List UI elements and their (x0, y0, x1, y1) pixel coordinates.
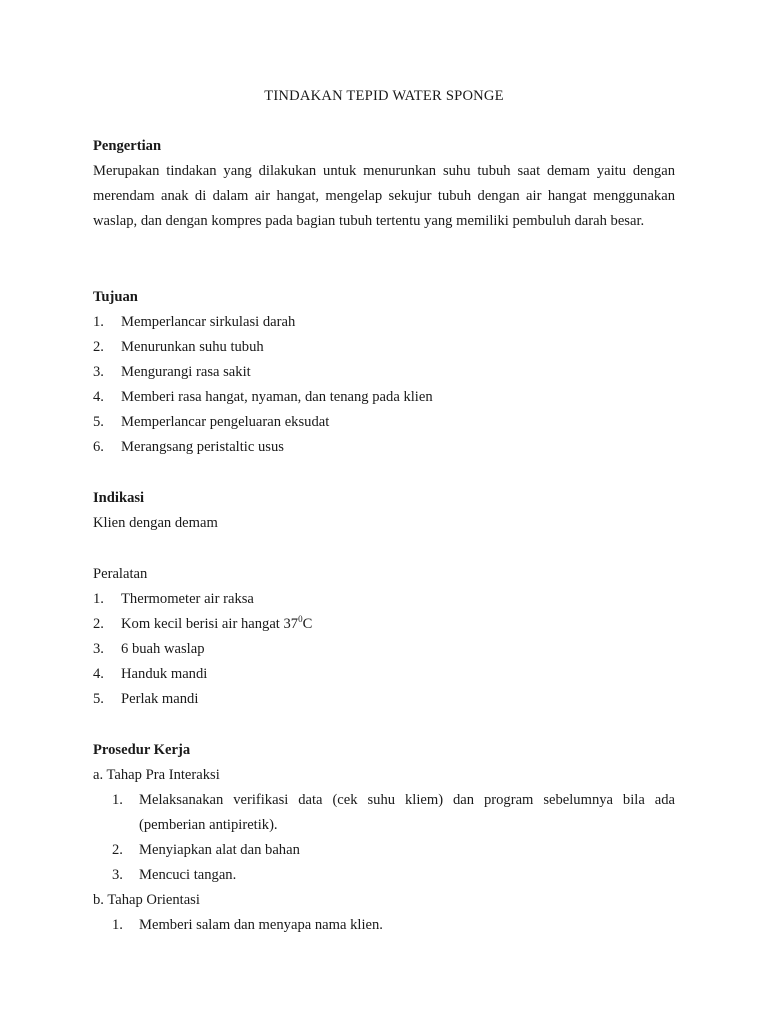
section-pengertian (93, 134, 675, 234)
section-peralatan (93, 562, 675, 712)
stage-a-list (93, 788, 675, 888)
list-item: 3. Mengurangi rasa sakit (93, 364, 251, 380)
list-item: 4. Handuk mandi (93, 666, 208, 682)
section-prosedur (93, 738, 675, 938)
heading-prosedur: Prosedur Kerja (93, 742, 191, 758)
heading-indikasi: Indikasi (93, 490, 145, 506)
list-item: 2. Menyiapkan alat dan bahan (112, 842, 300, 858)
list-item: 5. Memperlancar pengeluaran eksudat (93, 414, 330, 430)
list-item: 4. Memberi rasa hangat, nyaman, dan tenang pada klien (93, 389, 433, 405)
list-item: 1. Thermometer air raksa (93, 591, 254, 607)
tujuan-list (93, 310, 675, 460)
list-item: 2. Menurunkan suhu tubuh (93, 339, 264, 355)
stage-b-list (93, 913, 675, 938)
list-item: 1. Memberi salam dan menyapa nama klien. (112, 917, 383, 933)
list-item: 3. 6 buah waslap (93, 641, 205, 657)
list-item: 5. Perlak mandi (93, 691, 199, 707)
section-tujuan (93, 285, 675, 460)
document-title: TINDAKAN TEPID WATER SPONGE (264, 88, 504, 104)
indikasi-text: Klien dengan demam (93, 515, 218, 531)
pengertian-text: Merupakan tindakan yang dilakukan untuk menurunkan suhu tubuh saat demam yaitu dengan merendam anak di dalam air hangat, mengelap sekujur tubuh dengan air hangat menggunakan waslap, dan dengan kompres pada bagian tubuh tertentu yang memiliki pembuluh darah besar. (93, 163, 675, 229)
list-item: 1. Memperlancar sirkulasi darah (93, 314, 296, 330)
heading-pengertian: Pengertian (93, 138, 162, 154)
peralatan-list (93, 587, 675, 712)
heading-tujuan: Tujuan (93, 289, 138, 305)
list-item: 6. Merangsang peristaltic usus (93, 439, 284, 455)
section-indikasi (93, 486, 675, 536)
heading-peralatan: Peralatan (93, 566, 148, 582)
stage-b-label: b. Tahap Orientasi (93, 892, 200, 908)
stage-a-label: a. Tahap Pra Interaksi (93, 767, 220, 783)
list-item: 1. Melaksanakan verifikasi data (cek suhu kliem) dan program sebelumnya bila ada (pemberian antipiretik). (112, 792, 675, 833)
list-item: 2. Kom kecil berisi air hangat $37^0C$ (93, 614, 313, 632)
list-item: 3. Mencuci tangan. (112, 867, 237, 883)
